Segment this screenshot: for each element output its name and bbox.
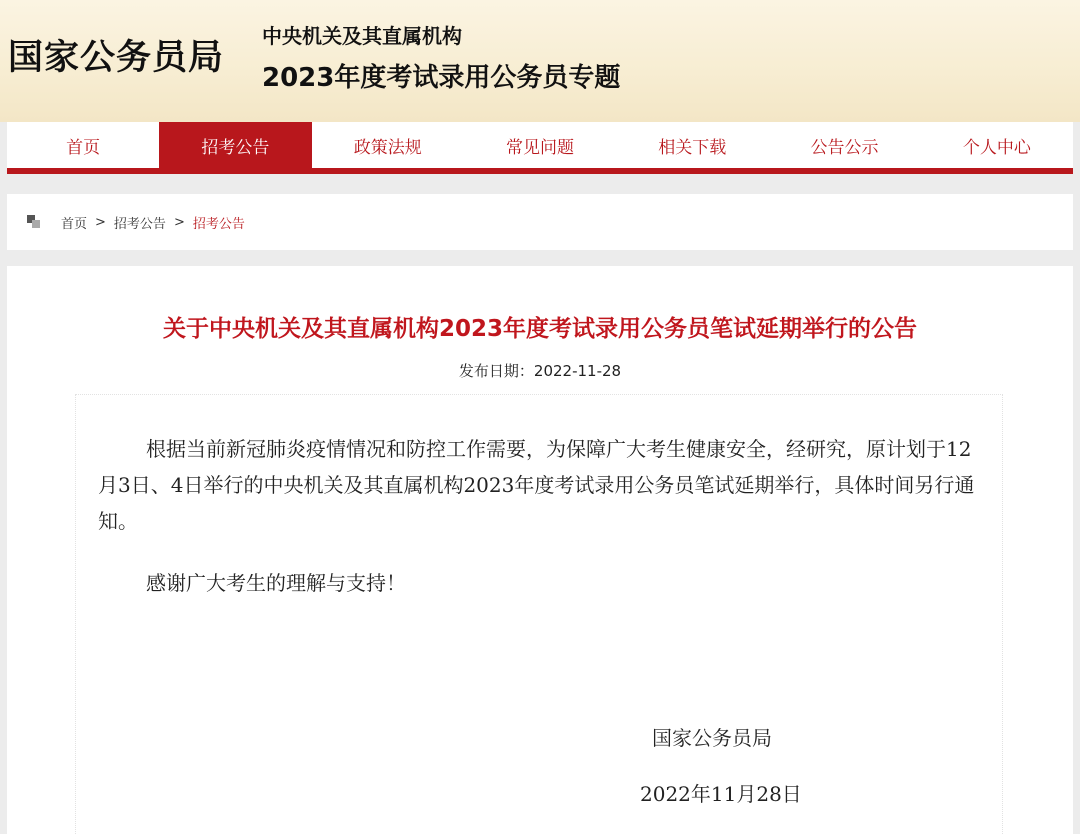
breadcrumb	[7, 194, 1073, 250]
nav-item-home[interactable]: 首页	[66, 137, 101, 158]
site-header	[0, 0, 1080, 122]
nav-item-personal-center[interactable]: 个人中心	[962, 137, 1031, 158]
header-subtitle-line2: 2023年度考试录用公务员专题	[262, 63, 621, 93]
location-icon	[27, 215, 41, 229]
breadcrumb-link-home[interactable]: 首页	[61, 216, 88, 232]
header-subtitle-line1: 中央机关及其直属机构	[262, 24, 462, 48]
breadcrumb-separator: >	[95, 214, 106, 230]
breadcrumb-current[interactable]: 招考公告	[192, 216, 245, 232]
publish-date: 发布日期：2022-11-28	[458, 362, 622, 380]
article-body	[75, 394, 1003, 834]
main-nav	[7, 122, 1073, 174]
nav-item-policies[interactable]: 政策法规	[353, 137, 422, 158]
article-paragraph: 感谢广大考生的理解与支持！	[146, 571, 406, 595]
article-signature-date: 2022年11月28日	[640, 782, 802, 806]
nav-item-announcements[interactable]: 招考公告	[159, 122, 311, 168]
breadcrumb-link-announcements[interactable]: 招考公告	[113, 216, 166, 232]
nav-item-downloads[interactable]: 相关下载	[658, 137, 727, 158]
article-title: 关于中央机关及其直属机构2023年度考试录用公务员笔试延期举行的公告	[162, 316, 917, 342]
article-container	[7, 266, 1073, 834]
site-brand[interactable]: 国家公务员局	[8, 38, 225, 78]
article-paragraph: 根据当前新冠肺炎疫情情况和防控工作需要，为保障广大考生健康安全，经研究，原计划于12月3日、4日举行的中央机关及其直属机构2023年度考试录用公务员笔试延期举行，具体时间另行通知。	[98, 437, 975, 533]
breadcrumb-separator: >	[173, 214, 185, 230]
nav-item-public-notices[interactable]: 公告公示	[810, 137, 879, 158]
article-signature: 国家公务员局	[652, 726, 772, 750]
nav-item-faq[interactable]: 常见问题	[505, 137, 574, 158]
